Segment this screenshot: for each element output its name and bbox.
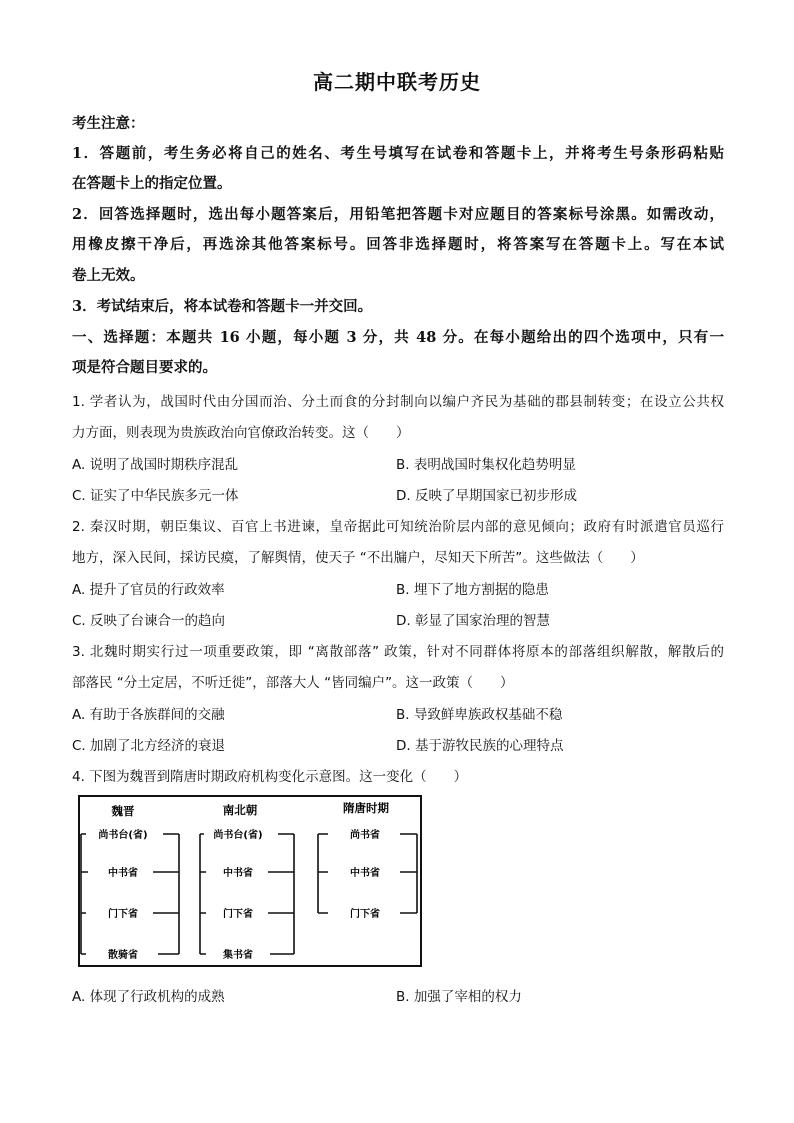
option-a: A. 说明了战国时期秩序混乱 — [72, 457, 239, 473]
option-b: B. 表明战国时集权化趋势明显 — [396, 457, 576, 473]
bracket-group — [200, 834, 294, 954]
office-label: 中书省 — [350, 868, 380, 879]
notice-line: 用橡皮擦干净后，再选涂其他答案标号。回答非选择题时，将答案写在答题卡上。写在本试 — [72, 236, 724, 253]
office-label: 中书省 — [223, 868, 253, 879]
diagram-frame — [79, 796, 421, 966]
notice-line: 2．回答选择题时，选出每小题答案后，用铅笔把答题卡对应题目的答案标号涂黑。如需改动， — [72, 206, 724, 223]
option-b: B. 加强了宰相的权力 — [396, 989, 522, 1005]
bracket-ticks — [153, 834, 179, 954]
option-c: C. 反映了台谏合一的趋向 — [72, 613, 226, 629]
office-label: 尚书省 — [350, 830, 380, 841]
question-stem: 1. 学者认为，战国时代由分国而治、分土而食的分封制向以编户齐民为基础的郡县制转变；在设立公共权 — [72, 394, 724, 410]
office-label: 门下省 — [223, 909, 253, 920]
notice-heading: 考生注意： — [72, 115, 145, 132]
office-label: 门下省 — [108, 909, 138, 920]
option-c: C. 证实了中华民族多元一体 — [72, 488, 239, 504]
bracket-ticks — [200, 834, 206, 954]
option-d: D. 基于游牧民族的心理特点 — [396, 738, 564, 754]
option-b: B. 埋下了地方割据的隐患 — [396, 582, 549, 598]
bracket-ticks — [81, 834, 88, 954]
option-a: A. 有助于各族群间的交融 — [72, 707, 225, 723]
bracket-group — [81, 834, 179, 954]
question-stem: 3. 北魏时期实行过一项重要政策，即 “离散部落” 政策，针对不同群体将原本的部落组织解散，解散后的 — [72, 644, 724, 660]
office-label: 门下省 — [350, 909, 380, 920]
office-label: 散骑省 — [108, 950, 138, 961]
question-stem: 地方，深入民间，採访民瘼，了解舆情，使天子 “不出牖户，尽知天下所苦”。这些做法（ ） — [72, 550, 644, 566]
office-label: 集书省 — [223, 950, 253, 961]
option-d: D. 彰显了国家治理的智慧 — [396, 613, 550, 629]
page-title: 高二期中联考历史 — [313, 70, 481, 94]
option-a: A. 体现了行政机构的成熟 — [72, 989, 225, 1005]
option-b: B. 导致鲜卑族政权基础不稳 — [396, 707, 563, 723]
column-header: 魏晋 — [111, 804, 135, 818]
question-stem: 部落民 “分土定居，不听迁徙”，部落大人 “皆同编户”。这一政策（ ） — [72, 675, 514, 691]
bracket-ticks — [400, 834, 417, 913]
government-structure-diagram — [78, 795, 423, 968]
section-heading: 一、选择题：本题共 16 小题，每小题 3 分，共 48 分。在每小题给出的四个选项中，只有一 — [72, 329, 724, 346]
notice-line: 3．考试结束后，将本试卷和答题卡一并交回。 — [72, 298, 373, 315]
column-header: 南北朝 — [222, 803, 258, 817]
question-stem: 力方面，则表现为贵族政治向官僚政治转变。这（ ） — [72, 425, 410, 441]
office-label: 尚书台(省) — [213, 830, 263, 841]
notice-line: 在答题卡上的指定位置。 — [72, 175, 232, 192]
notice-line: 卷上无效。 — [72, 267, 145, 284]
bracket-ticks — [268, 834, 294, 954]
option-a: A. 提升了官员的行政效率 — [72, 582, 225, 598]
section-heading: 项是符合题目要求的。 — [72, 359, 217, 376]
option-d: D. 反映了早期国家已初步形成 — [396, 488, 577, 504]
bracket-ticks — [318, 834, 328, 913]
notice-line: 1．答题前，考生务必将自己的姓名、考生号填写在试卷和答题卡上，并将考生号条形码粘贴 — [72, 145, 724, 162]
question-stem: 4. 下图为魏晋到隋唐时期政府机构变化示意图。这一变化（ ） — [72, 769, 468, 785]
office-label: 尚书台(省) — [98, 830, 148, 841]
question-stem: 2. 秦汉时期，朝臣集议、百官上书进谏，皇帝据此可知统治阶层内部的意见倾向；政府有时派遣官员巡行 — [72, 519, 724, 535]
column-header: 隋唐时期 — [343, 801, 389, 815]
office-label: 中书省 — [108, 868, 138, 879]
option-c: C. 加剧了北方经济的衰退 — [72, 738, 226, 754]
